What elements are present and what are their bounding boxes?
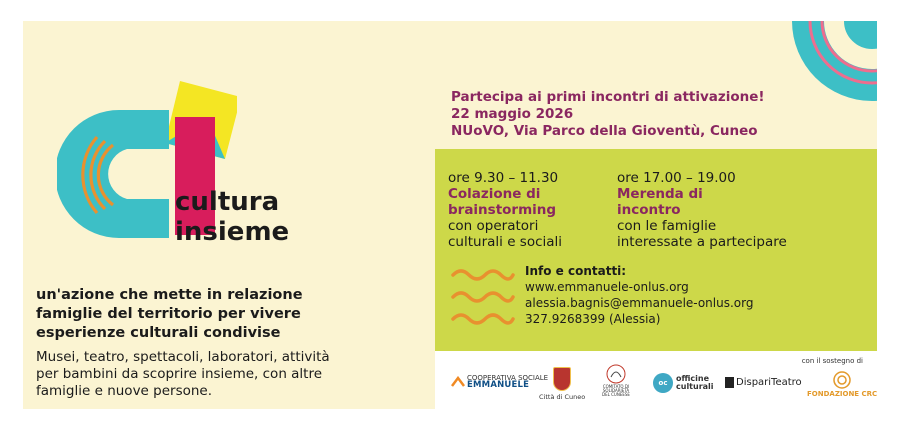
event-date: 22 maggio 2026 <box>451 106 574 122</box>
officine-line-1: officine <box>676 374 710 383</box>
session-time: ore 17.00 – 19.00 <box>617 170 736 186</box>
crc-label: FONDAZIONE CRC <box>807 390 877 398</box>
event-details <box>451 89 765 140</box>
tagline-line: famiglie del territorio per vivere <box>36 306 301 322</box>
description-line: per bambini da scoprire insieme, con altre <box>36 366 323 382</box>
session-audience: con operatori <box>448 218 539 234</box>
session-time: ore 9.30 – 11.30 <box>448 170 559 186</box>
logo-word-insieme: insieme <box>175 217 290 247</box>
coop-line-2: EMMANUELE <box>467 380 530 390</box>
event-place: NUoVO, Via Parco della Gioventù, Cuneo <box>451 123 758 139</box>
session-title: incontro <box>617 202 681 218</box>
description <box>36 349 416 400</box>
description-line: famiglie e nuove persone. <box>36 383 213 399</box>
cuneo-label: Città di Cuneo <box>539 393 586 401</box>
cooperativa-icon <box>451 376 465 388</box>
session-morning <box>448 170 562 250</box>
cultura-insieme-logo <box>57 73 237 278</box>
contact-phone: 327.9268399 (Alessia) <box>525 312 661 326</box>
session-audience: culturali e sociali <box>448 234 563 250</box>
dispari-square-icon <box>725 377 734 388</box>
wave-icon <box>451 267 515 327</box>
tagline-line: un'azione che mette in relazione <box>36 287 303 303</box>
contact-info <box>525 263 753 327</box>
comitato-icon <box>605 363 627 385</box>
session-afternoon <box>617 170 787 250</box>
officine-line-2: culturali <box>676 382 714 391</box>
contact-email[interactable]: alessia.bagnis@emmanuele-onlus.org <box>525 296 754 310</box>
coop-line-1: COOPERATIVA SOCIALE <box>467 374 549 382</box>
decorative-circle <box>787 21 877 121</box>
comitato-label: COMITATO DI SOLIDARIETÀ DEL CUNEESE <box>602 384 630 397</box>
crest-icon <box>553 367 571 391</box>
contact-heading: Info e contatti: <box>525 264 627 278</box>
logo-fondazione-crc <box>807 371 877 398</box>
sponsors-strip <box>435 351 877 409</box>
tagline-line: esperienze culturali condivise <box>36 325 281 341</box>
logo-dispari-teatro <box>725 377 802 388</box>
tagline <box>36 286 396 343</box>
logo-citta-di-cuneo <box>539 367 585 401</box>
session-title: Merenda di <box>617 186 703 202</box>
session-title: brainstorming <box>448 202 557 218</box>
session-audience: interessate a partecipare <box>617 234 787 250</box>
logo-cooperativa-emmanuele <box>451 375 548 389</box>
contact-website[interactable]: www.emmanuele-onlus.org <box>525 280 689 294</box>
crc-icon <box>831 371 853 389</box>
event-banner <box>23 21 877 409</box>
dispari-label: DispariTeatro <box>736 377 802 388</box>
session-audience: con le famiglie <box>617 218 717 234</box>
description-line: Musei, teatro, spettacoli, laboratori, attività <box>36 349 330 365</box>
logo-comitato-solidarieta <box>601 363 631 397</box>
session-title: Colazione di <box>448 186 541 202</box>
event-headline: Partecipa ai primi incontri di attivazione! <box>451 89 765 105</box>
logo-officine-culturali <box>653 373 714 393</box>
officine-badge-icon: oc <box>653 373 673 393</box>
logo-word-cultura: cultura <box>175 187 280 217</box>
support-label: con il sostegno di <box>801 357 863 365</box>
sessions-panel <box>435 149 877 351</box>
